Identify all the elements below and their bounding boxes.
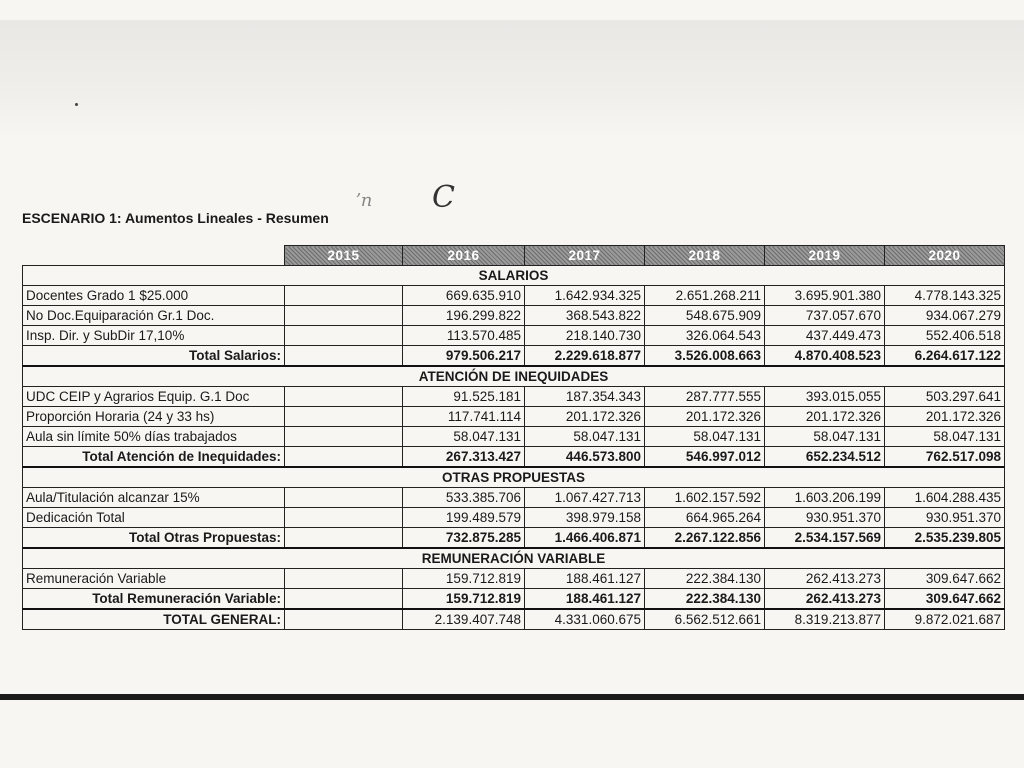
value-cell-2016: 113.570.485 xyxy=(403,326,525,346)
handwritten-scribble: ʼn xyxy=(355,190,373,211)
scan-smudge xyxy=(0,20,1024,140)
value-cell-2019: 393.015.055 xyxy=(765,387,885,407)
value-cell-2018: 326.064.543 xyxy=(645,326,765,346)
table-row xyxy=(23,387,1005,407)
value-cell-2015 xyxy=(285,528,403,549)
value-cell-2016: 196.299.822 xyxy=(403,306,525,326)
value-cell-2018: 664.965.264 xyxy=(645,508,765,528)
grand-total-2019: 8.319.213.877 xyxy=(765,609,885,630)
table-row xyxy=(23,407,1005,427)
value-cell-2017: 188.461.127 xyxy=(525,569,645,589)
row-label: Insp. Dir. y SubDir 17,10% xyxy=(23,326,285,346)
value-cell-2018: 222.384.130 xyxy=(645,569,765,589)
row-label: UDC CEIP y Agrarios Equip. G.1 Doc xyxy=(23,387,285,407)
year-header-row xyxy=(23,246,1005,266)
row-label: Remuneración Variable xyxy=(23,569,285,589)
value-cell-2016: 669.635.910 xyxy=(403,286,525,306)
summary-table xyxy=(22,245,1005,630)
row-label: Docentes Grado 1 $25.000 xyxy=(23,286,285,306)
value-cell-2017: 446.573.800 xyxy=(525,447,645,468)
value-cell-2018: 2.267.122.856 xyxy=(645,528,765,549)
scan-bottom-rule xyxy=(0,694,1024,700)
handwritten-annotation: C xyxy=(432,180,455,215)
total-label: Total Atención de Inequidades: xyxy=(23,447,285,468)
value-cell-2019: 262.413.273 xyxy=(765,589,885,610)
value-cell-2016: 267.313.427 xyxy=(403,447,525,468)
section-header-row xyxy=(23,266,1005,286)
document-title: ESCENARIO 1: Aumentos Lineales - Resumen xyxy=(22,210,329,226)
value-cell-2019: 4.870.408.523 xyxy=(765,346,885,367)
value-cell-2016: 159.712.819 xyxy=(403,589,525,610)
value-cell-2015 xyxy=(285,346,403,367)
total-label: Total Remuneración Variable: xyxy=(23,589,285,610)
scan-speck xyxy=(75,103,78,106)
table-row xyxy=(23,326,1005,346)
total-row xyxy=(23,589,1005,610)
value-cell-2017: 2.229.618.877 xyxy=(525,346,645,367)
year-header-2016: 2016 xyxy=(403,246,525,266)
value-cell-2015 xyxy=(285,427,403,447)
value-cell-2018: 287.777.555 xyxy=(645,387,765,407)
row-label: Aula/Titulación alcanzar 15% xyxy=(23,488,285,508)
grand-total-2016: 2.139.407.748 xyxy=(403,609,525,630)
section-title: REMUNERACIÓN VARIABLE xyxy=(23,548,1005,569)
value-cell-2015 xyxy=(285,569,403,589)
value-cell-2015 xyxy=(285,286,403,306)
value-cell-2020: 503.297.641 xyxy=(885,387,1005,407)
value-cell-2020: 4.778.143.325 xyxy=(885,286,1005,306)
section-header-row xyxy=(23,366,1005,387)
value-cell-2019: 437.449.473 xyxy=(765,326,885,346)
grand-total-label: TOTAL GENERAL: xyxy=(23,609,285,630)
value-cell-2018: 222.384.130 xyxy=(645,589,765,610)
value-cell-2019: 930.951.370 xyxy=(765,508,885,528)
value-cell-2018: 1.602.157.592 xyxy=(645,488,765,508)
value-cell-2015 xyxy=(285,387,403,407)
value-cell-2019: 262.413.273 xyxy=(765,569,885,589)
value-cell-2017: 1.642.934.325 xyxy=(525,286,645,306)
value-cell-2020: 930.951.370 xyxy=(885,508,1005,528)
value-cell-2018: 3.526.008.663 xyxy=(645,346,765,367)
value-cell-2017: 1.466.406.871 xyxy=(525,528,645,549)
value-cell-2015 xyxy=(285,306,403,326)
value-cell-2015 xyxy=(285,326,403,346)
table-row xyxy=(23,306,1005,326)
value-cell-2018: 58.047.131 xyxy=(645,427,765,447)
value-cell-2016: 117.741.114 xyxy=(403,407,525,427)
value-cell-2018: 201.172.326 xyxy=(645,407,765,427)
grand-total-row xyxy=(23,609,1005,630)
value-cell-2017: 218.140.730 xyxy=(525,326,645,346)
value-cell-2019: 1.603.206.199 xyxy=(765,488,885,508)
grand-total-2018: 6.562.512.661 xyxy=(645,609,765,630)
value-cell-2016: 533.385.706 xyxy=(403,488,525,508)
value-cell-2020: 2.535.239.805 xyxy=(885,528,1005,549)
value-cell-2020: 58.047.131 xyxy=(885,427,1005,447)
table-row xyxy=(23,286,1005,306)
value-cell-2020: 309.647.662 xyxy=(885,569,1005,589)
value-cell-2018: 548.675.909 xyxy=(645,306,765,326)
year-header-2018: 2018 xyxy=(645,246,765,266)
table-row xyxy=(23,427,1005,447)
grand-total-2017: 4.331.060.675 xyxy=(525,609,645,630)
row-label: No Doc.Equiparación Gr.1 Doc. xyxy=(23,306,285,326)
value-cell-2020: 552.406.518 xyxy=(885,326,1005,346)
value-cell-2016: 58.047.131 xyxy=(403,427,525,447)
table-row xyxy=(23,508,1005,528)
grand-total-2020: 9.872.021.687 xyxy=(885,609,1005,630)
total-row xyxy=(23,447,1005,468)
table-row xyxy=(23,569,1005,589)
value-cell-2020: 1.604.288.435 xyxy=(885,488,1005,508)
value-cell-2020: 201.172.326 xyxy=(885,407,1005,427)
section-title: OTRAS PROPUESTAS xyxy=(23,467,1005,488)
total-row xyxy=(23,528,1005,549)
value-cell-2019: 2.534.157.569 xyxy=(765,528,885,549)
value-cell-2016: 979.506.217 xyxy=(403,346,525,367)
value-cell-2019: 3.695.901.380 xyxy=(765,286,885,306)
value-cell-2017: 398.979.158 xyxy=(525,508,645,528)
value-cell-2016: 159.712.819 xyxy=(403,569,525,589)
value-cell-2017: 368.543.822 xyxy=(525,306,645,326)
year-header-2015: 2015 xyxy=(285,246,403,266)
value-cell-2015 xyxy=(285,589,403,610)
value-cell-2019: 201.172.326 xyxy=(765,407,885,427)
row-label: Aula sin límite 50% días trabajados xyxy=(23,427,285,447)
year-header-2017: 2017 xyxy=(525,246,645,266)
value-cell-2020: 762.517.098 xyxy=(885,447,1005,468)
value-cell-2016: 732.875.285 xyxy=(403,528,525,549)
value-cell-2015 xyxy=(285,508,403,528)
row-label: Proporción Horaria (24 y 33 hs) xyxy=(23,407,285,427)
value-cell-2018: 2.651.268.211 xyxy=(645,286,765,306)
value-cell-2019: 737.057.670 xyxy=(765,306,885,326)
value-cell-2018: 546.997.012 xyxy=(645,447,765,468)
value-cell-2017: 201.172.326 xyxy=(525,407,645,427)
total-row xyxy=(23,346,1005,367)
value-cell-2019: 652.234.512 xyxy=(765,447,885,468)
value-cell-2020: 934.067.279 xyxy=(885,306,1005,326)
value-cell-2015 xyxy=(285,447,403,468)
year-header-2020: 2020 xyxy=(885,246,1005,266)
section-header-row xyxy=(23,548,1005,569)
total-label: Total Otras Propuestas: xyxy=(23,528,285,549)
total-label: Total Salarios: xyxy=(23,346,285,367)
value-cell-2017: 58.047.131 xyxy=(525,427,645,447)
value-cell-2020: 6.264.617.122 xyxy=(885,346,1005,367)
value-cell-2020: 309.647.662 xyxy=(885,589,1005,610)
section-title: SALARIOS xyxy=(23,266,1005,286)
value-cell-2019: 58.047.131 xyxy=(765,427,885,447)
value-cell-2017: 188.461.127 xyxy=(525,589,645,610)
value-cell-2017: 1.067.427.713 xyxy=(525,488,645,508)
table-row xyxy=(23,488,1005,508)
year-header-2019: 2019 xyxy=(765,246,885,266)
section-header-row xyxy=(23,467,1005,488)
value-cell-2017: 187.354.343 xyxy=(525,387,645,407)
value-cell-2016: 91.525.181 xyxy=(403,387,525,407)
value-cell-2015 xyxy=(285,609,403,630)
value-cell-2015 xyxy=(285,407,403,427)
header-blank-cell xyxy=(23,246,285,266)
value-cell-2016: 199.489.579 xyxy=(403,508,525,528)
row-label: Dedicación Total xyxy=(23,508,285,528)
section-title: ATENCIÓN DE INEQUIDADES xyxy=(23,366,1005,387)
value-cell-2015 xyxy=(285,488,403,508)
